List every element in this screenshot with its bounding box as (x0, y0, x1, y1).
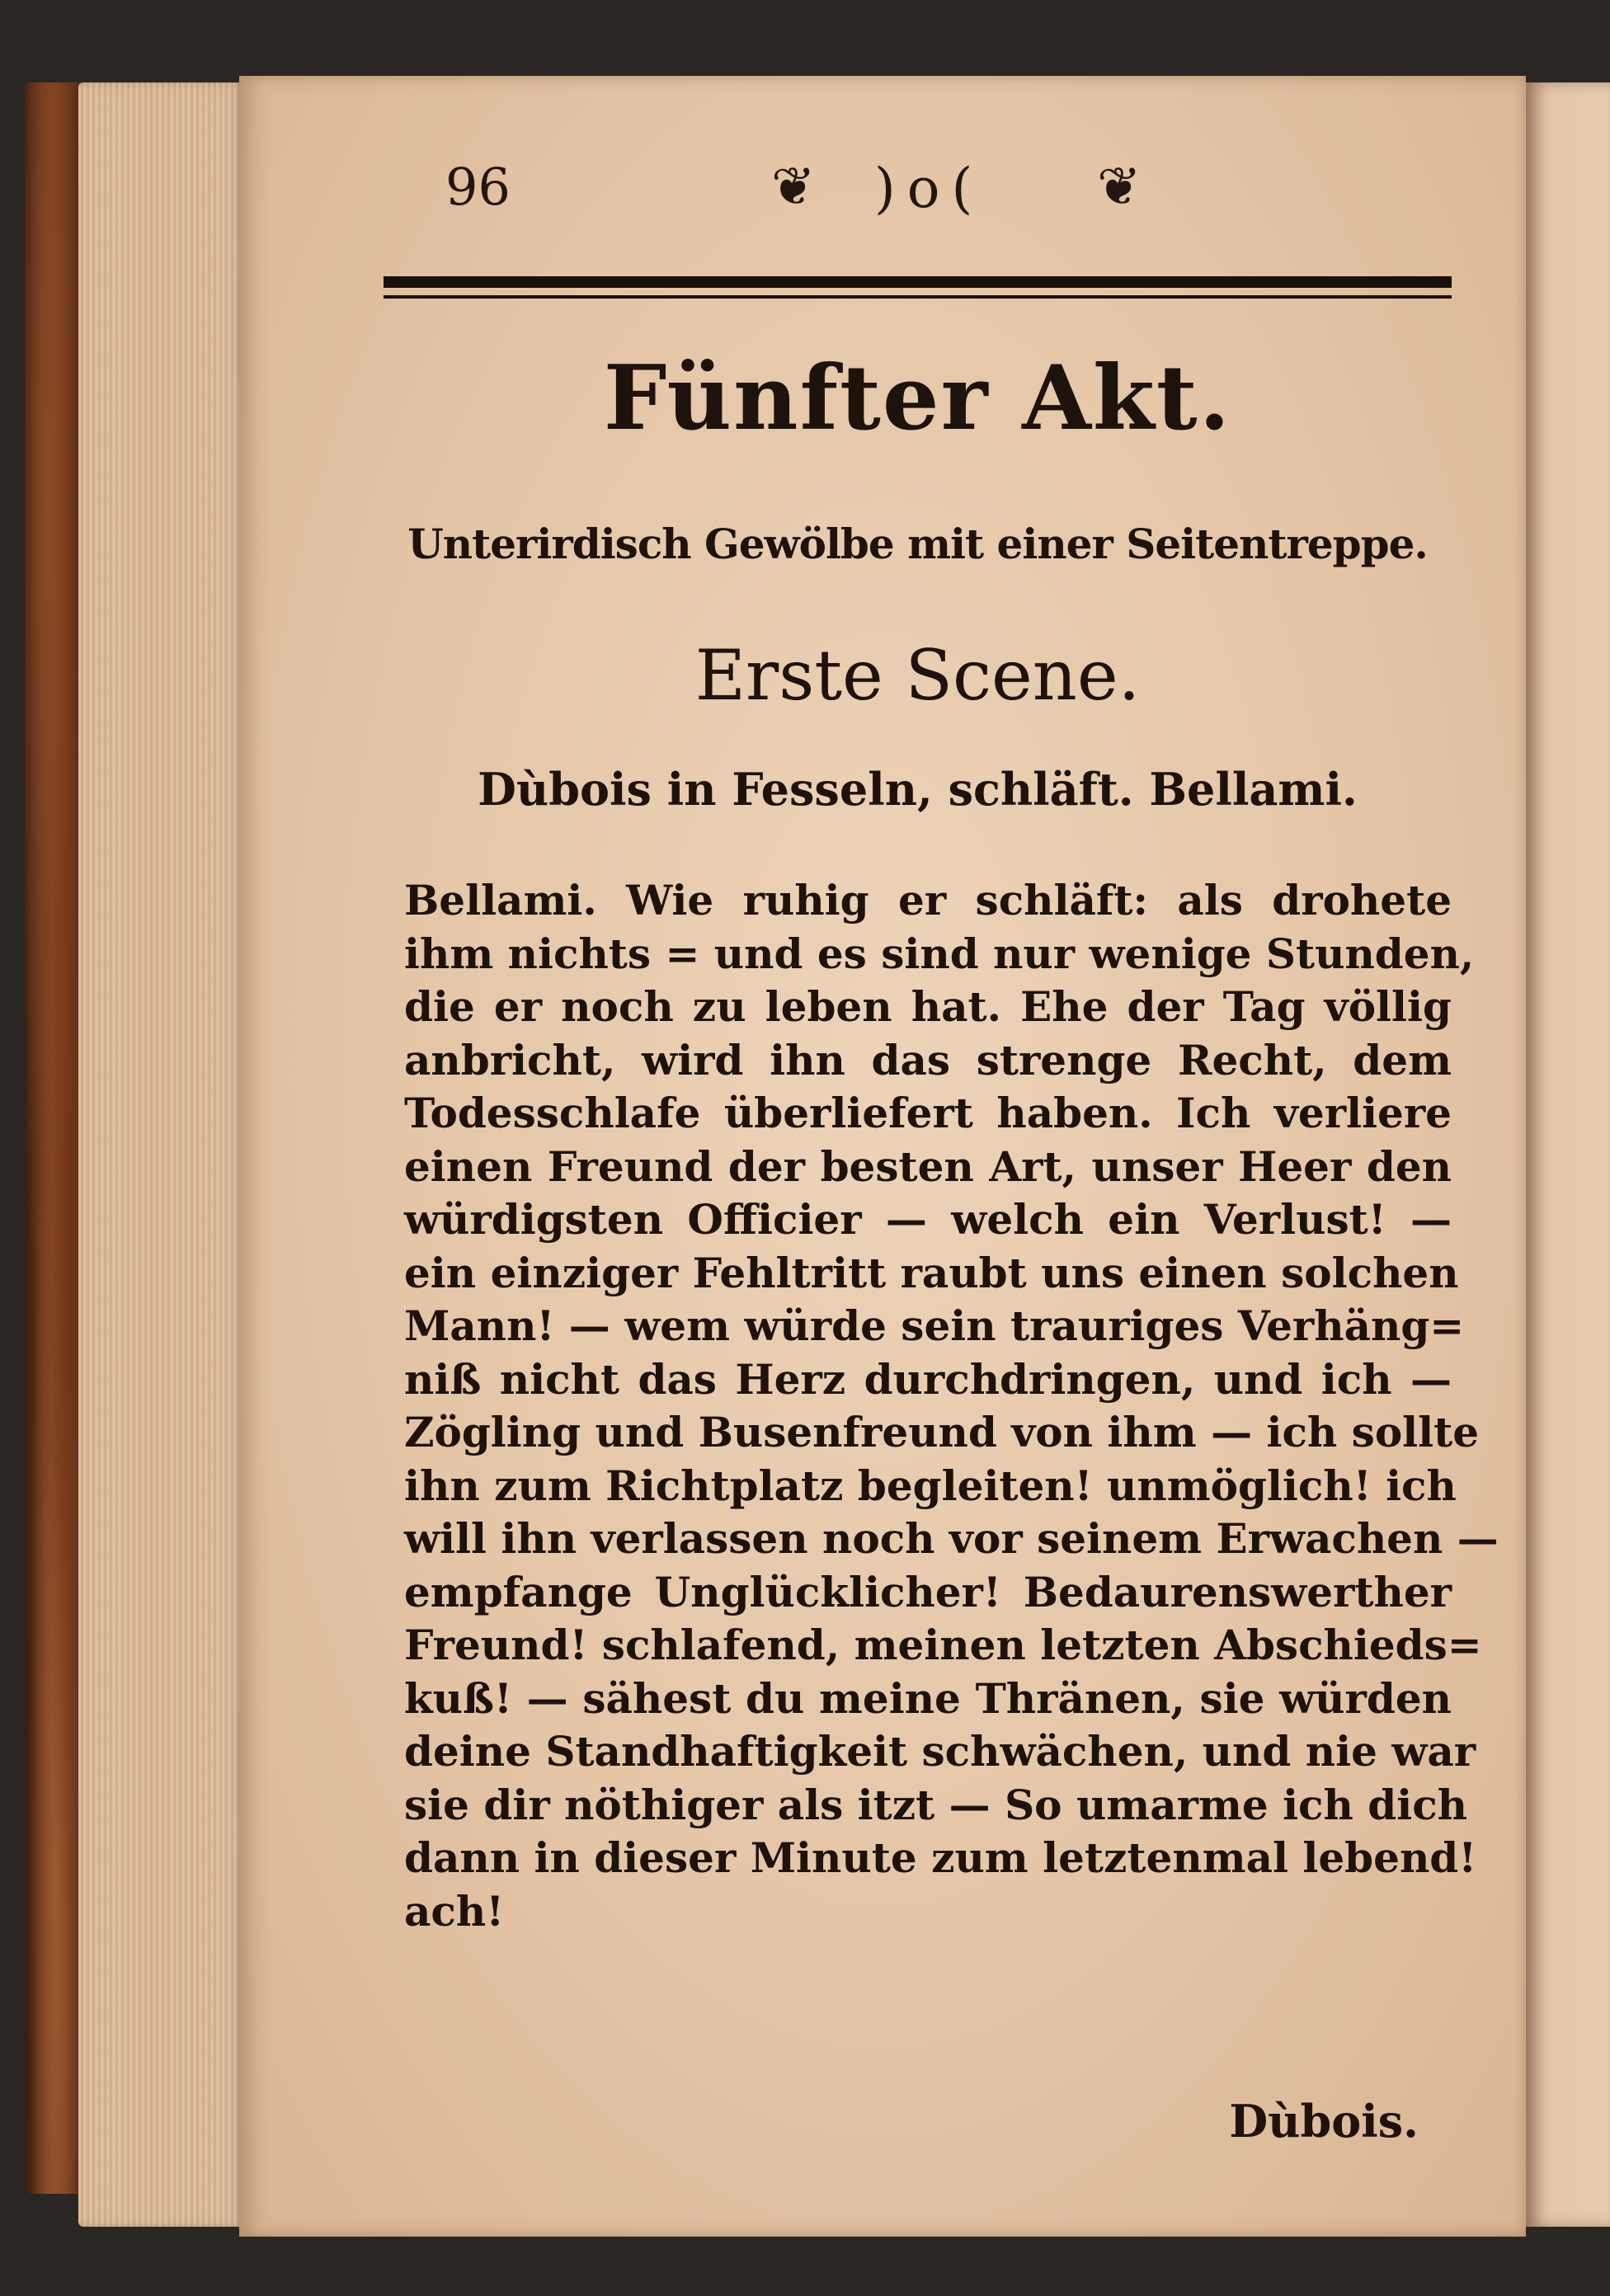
fleuron-right-icon: ❦ (1097, 157, 1142, 218)
text-line: die er noch zu leben hat. Ehe der Tag völlig (404, 982, 1452, 1031)
text-line: dann in dieser Minute zum letztenmal lebend! (404, 1833, 1477, 1882)
act-title: Fünfter Akt. (603, 346, 1232, 450)
text-line: ihn zum Richtplatz begleiten! unmöglich! ich (404, 1461, 1457, 1510)
text-line: ein einziger Fehltritt raubt uns einen solchen (404, 1248, 1459, 1297)
fleuron-left-icon: ❦ (771, 157, 816, 218)
dialogue-text (404, 874, 1499, 1938)
text-line: würdigsten Officier — welch ein Verlust! — (404, 1195, 1452, 1244)
text-line: Freund! schlafend, meinen letzten Abschieds= (404, 1621, 1482, 1669)
text-line: ihm nichts = und es sind nur wenige Stunden, (404, 929, 1475, 978)
header-rule-thick (384, 276, 1452, 288)
scene-title: Erste Scene. (694, 635, 1141, 716)
text-line: ach! (404, 1886, 505, 1936)
text-line: deine Standhaftigkeit schwächen, und nie war (404, 1727, 1476, 1776)
text-line: empfange Unglücklicher! Bedaurenswerther (404, 1567, 1452, 1616)
cast-list: Dùbois in Fesseln, schläft. Bellami. (478, 763, 1358, 816)
text-line: Bellami. Wie ruhig er schläft: als drohete (404, 876, 1452, 925)
text-line: sie dir nöthiger als itzt — So umarme ich dich (404, 1780, 1468, 1829)
text-line: Todesschlafe überliefert haben. Ich verliere (404, 1089, 1452, 1137)
facing-page-edge (1526, 82, 1610, 2227)
text-line: will ihn verlassen noch vor seinem Erwachen — (404, 1514, 1499, 1563)
catchword: Dùbois. (1229, 2095, 1419, 2148)
header-divider: )o( (874, 157, 985, 220)
setting-description: Unterirdisch Gewölbe mit einer Seitentreppe. (407, 520, 1428, 568)
text-line: kuß! — sähest du meine Thränen, sie würden (404, 1673, 1452, 1723)
page-stack-edge (78, 82, 243, 2227)
text-line: Zögling und Busenfreund von ihm — ich sollte (404, 1408, 1480, 1456)
text-line: Mann! — wem würde sein trauriges Verhäng= (404, 1301, 1465, 1350)
text-line: niß nicht das Herz durchdringen, und ich — (404, 1354, 1452, 1404)
page-number: 96 (445, 157, 511, 217)
text-line: einen Freund der besten Art, unser Heer den (404, 1141, 1452, 1191)
text-line: anbricht, wird ihn das strenge Recht, dem (404, 1035, 1452, 1084)
header-rule-thin (384, 295, 1452, 299)
page-header (445, 157, 1518, 231)
